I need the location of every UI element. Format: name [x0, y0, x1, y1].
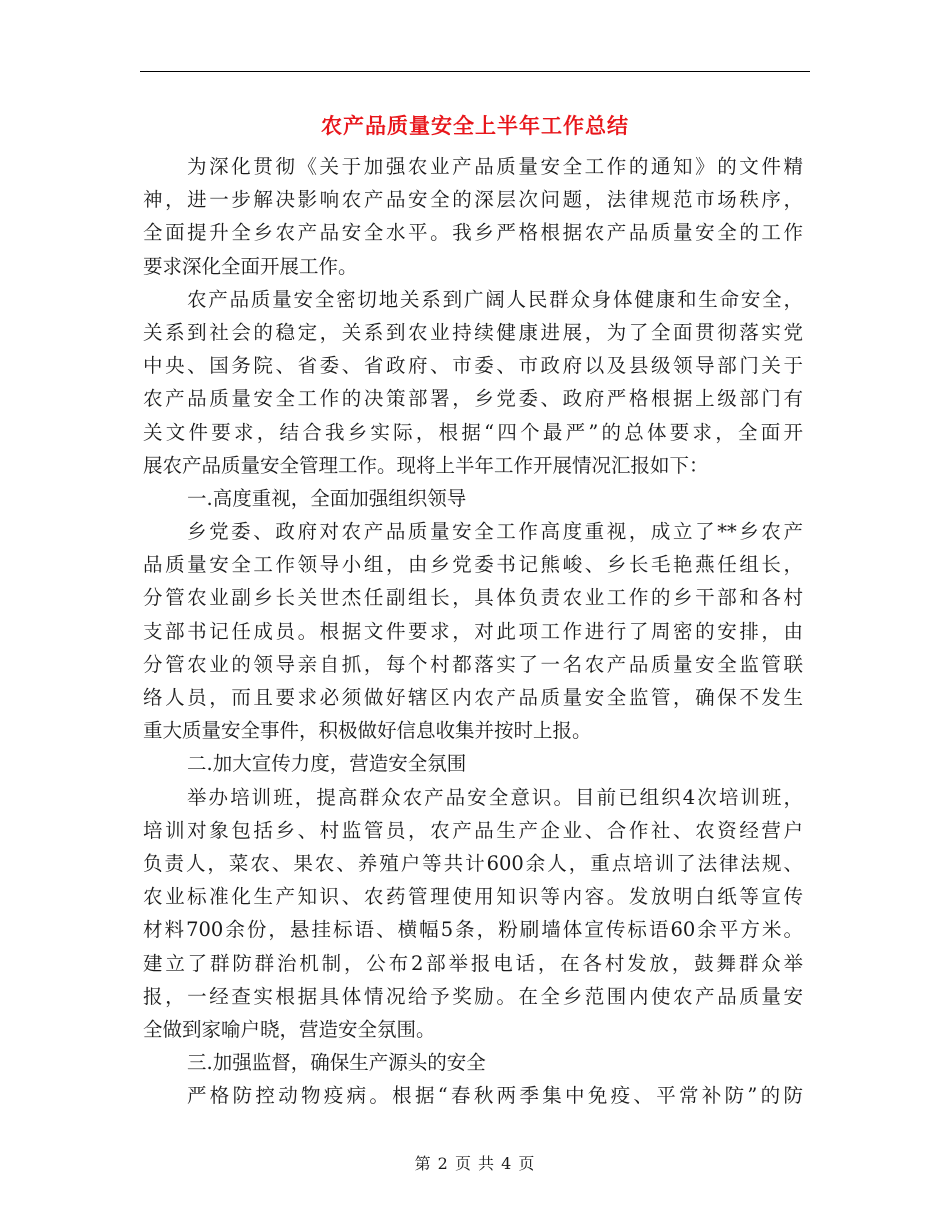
text-line: 农业标准化生产知识、农药管理使用知识等内容。发放明白纸等宣传 [143, 885, 803, 909]
text-line: 乡党委、政府对农产品质量安全工作高度重视，成立了**乡农产 [187, 520, 803, 544]
text-line: 关文件要求，结合我乡实际，根据“四个最严”的总体要求，全面开 [143, 420, 803, 444]
text-line: 要求深化全面开展工作。 [143, 254, 358, 278]
text-line: 报，一经查实根据具体情况给予奖励。在全乡范围内使农产品质量安 [143, 984, 803, 1008]
document-body [143, 150, 803, 1112]
text-line: 培训对象包括乡、村监管员，农产品生产企业、合作社、农资经营户 [143, 818, 803, 842]
text-line: 支部书记任成员。根据文件要求，对此项工作进行了周密的安排，由 [143, 619, 803, 643]
text-line: 分管农业副乡长关世杰任副组长，具体负责农业工作的乡干部和各村 [143, 586, 803, 610]
text-line: 品质量安全工作领导小组，由乡党委书记熊峻、乡长毛艳燕任组长， [143, 553, 803, 577]
header-rule [140, 71, 810, 72]
section-heading: 二.加大宣传力度，营造安全氛围 [187, 752, 467, 776]
text-line: 络人员，而且要求必须做好辖区内农产品质量安全监管，确保不发生 [143, 686, 803, 709]
text-line: 神，进一步解决影响农产品安全的深层次问题，法律规范市场秩序， [143, 188, 803, 212]
text-line: 农产品质量安全工作的决策部署，乡党委、政府严格根据上级部门有 [143, 387, 803, 411]
text-line: 建立了群防群治机制，公布2部举报电话，在各村发放，鼓舞群众举 [143, 951, 803, 975]
document-title: 农产品质量安全上半年工作总结 [321, 113, 629, 138]
text-line: 关系到社会的稳定，关系到农业持续健康进展，为了全面贯彻落实党 [143, 320, 803, 344]
text-line: 农产品质量安全密切地关系到广阔人民群众身体健康和生命安全， [187, 287, 803, 311]
text-line: 负责人，菜农、果农、养殖户等共计600余人，重点培训了法律法规、 [143, 851, 803, 875]
text-line: 为深化贯彻《关于加强农业产品质量安全工作的通知》的文件精 [187, 155, 803, 178]
section-heading: 三.加强监督，确保生产源头的安全 [187, 1051, 486, 1075]
text-line: 全面提升全乡农产品安全水平。我乡严格根据农产品质量安全的工作 [143, 221, 803, 245]
text-line: 重大质量安全事件，积极做好信息收集并按时上报。 [143, 719, 592, 743]
section-heading: 一.高度重视，全面加强组织领导 [187, 486, 467, 510]
text-line: 展农产品质量安全管理工作。现将上半年工作开展情况汇报如下： [143, 453, 709, 477]
text-line: 严格防控动物疫病。根据“春秋两季集中免疫、平常补防”的防 [187, 1084, 803, 1108]
text-line: 全做到家喻户晓，营造安全氛围。 [143, 1017, 436, 1041]
page-number: 第 2 页 共 4 页 [414, 1154, 536, 1173]
text-line: 分管农业的领导亲自抓，每个村都落实了一名农产品质量安全监管联 [143, 652, 803, 676]
text-line: 举办培训班，提高群众农产品安全意识。目前已组织4次培训班， [187, 785, 803, 809]
text-line: 材料700余份，悬挂标语、横幅5条，粉刷墙体宣传标语60余平方米。 [143, 918, 803, 942]
text-line: 中央、国务院、省委、省政府、市委、市政府以及县级领导部门关于 [143, 354, 803, 378]
